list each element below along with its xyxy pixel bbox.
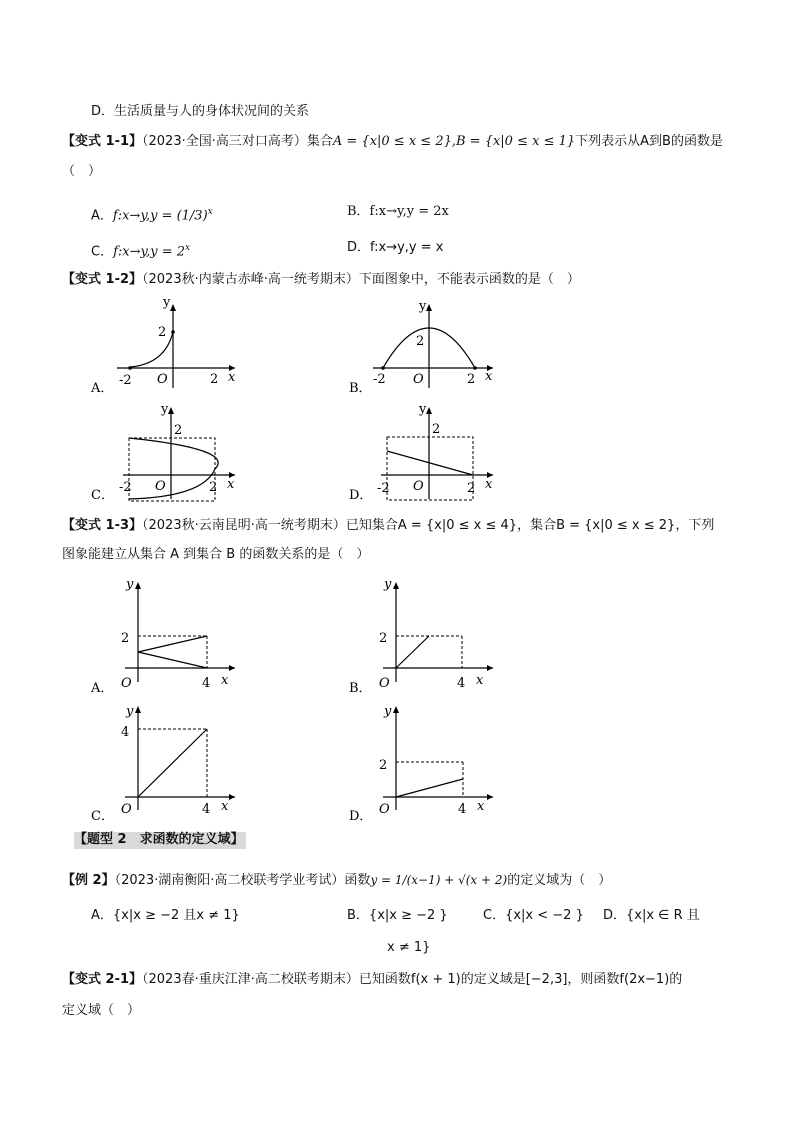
option-c: C．{x|x < −2 } [483,908,584,923]
question-1-3-line2: 图象能建立从集合 A 到集合 B 的函数关系的是（ ） [62,547,370,562]
tick-label: 2 [379,631,388,646]
dashed-box [387,437,476,500]
question-tag: 【变式 1-1】 [62,134,143,149]
question-text: 的定义域为（ ） [507,873,612,888]
x-axis-arrow-icon [229,794,235,800]
option-label: A． [91,208,113,224]
origin-label: O [121,802,132,817]
graph-1-2-a [85,295,255,398]
graph-option-label: B． [349,681,372,696]
section-heading: 【题型 2 求函数的定义域】 [74,832,244,847]
y-axis-arrow-icon [393,706,399,713]
x-label: x [476,673,484,688]
x-label: x [228,370,236,385]
graph-option-label: A． [91,381,114,396]
graph-1-2-d [343,401,513,501]
option-c [91,239,190,261]
curve-lower [129,469,218,499]
graph-option-label: C． [91,488,114,503]
tick-label: 4 [202,676,211,691]
option-formula: f:x→y,y = (1/3) [112,208,208,224]
option-exponent: x [185,243,191,253]
x-label: x [227,477,235,492]
point [473,366,477,370]
graph-option-label: C． [91,809,114,824]
option-d-cont: x ≠ 1} [387,940,431,955]
curve [130,332,173,367]
question-text: （2023秋·云南昆明·高一统考期末）已知集合A = {x|0 ≤ x ≤ 4}，集合B = {x|0 ≤ x ≤ 2}，下列 [142,518,715,533]
tick-label: 2 [158,325,167,340]
x-axis-arrow-icon [487,794,493,800]
line-segment [396,636,429,668]
graph-option-label: B． [349,381,372,396]
y-axis-arrow-icon [426,407,432,414]
question-text: 下列表示从A到B的函数是 [575,134,723,149]
y-axis-arrow-icon [135,706,141,713]
y-axis-arrow-icon [168,407,174,414]
tick-label: 2 [174,423,183,438]
y-axis-arrow-icon [393,582,399,589]
y-label: y [419,402,427,417]
origin-label: O [413,372,424,387]
graph-option-label: D． [349,488,373,503]
graph-1-3-d [343,700,513,828]
question-2-1 [62,971,682,989]
tick-label: 4 [202,802,211,817]
option-exponent: x [207,207,213,217]
tick-label: 2 [432,422,441,437]
y-axis-arrow-icon [135,582,141,589]
tick-label: 2 [416,334,425,349]
question-tag: 【变式 1-3】 [62,518,143,533]
question-1-2 [62,271,580,289]
tick-label: -2 [377,481,390,496]
function-formula: y = 1/(x−1) + √(x + 2) [370,873,508,887]
tick-label: 4 [121,725,130,740]
tick-label: 2 [467,481,476,496]
x-label: x [485,369,493,384]
option-formula: f:x→y,y = 2 [113,244,186,260]
question-1-1 [62,133,723,151]
y-axis-arrow-icon [170,304,176,311]
answer-paren: （ ） [62,164,102,179]
question-2-1-line2: 定义域（ ） [62,1003,141,1018]
tick-label: 2 [210,372,219,387]
option-a: A．{x|x ≥ −2 且x ≠ 1} [91,908,240,923]
question-source: （2023·湖南衡阳·高二校联考学业考试）函数 [114,873,371,888]
origin-label: O [379,802,390,817]
question-tag: 【变式 2-1】 [62,972,143,987]
tick-label: 4 [457,676,466,691]
y-axis-arrow-icon [426,304,432,311]
y-label: y [126,577,134,592]
graph-option-label: D． [349,809,373,824]
x-label: x [221,673,229,688]
tick-label: 4 [458,802,467,817]
dashed-box [129,438,218,501]
question-1-3 [62,517,714,535]
y-label: y [126,704,134,719]
origin-label: O [121,676,132,691]
tick-label: 2 [209,480,218,495]
line-segment [396,779,463,797]
graph-1-3-c [85,700,255,828]
point [128,366,132,370]
question-tag: 【变式 1-2】 [62,272,143,287]
option-d: D．f:x→y,y = x [347,240,444,255]
y-label: y [384,704,392,719]
point [171,330,175,334]
option-a [91,203,213,225]
question-text: （2023春·重庆江津·高二校联考期末）已知函数f(x + 1)的定义域是[−2,3]，则函数f(2x−1)的 [142,972,683,987]
graph-option-label: A． [91,681,114,696]
line-segment [138,652,207,668]
line-segment [138,636,207,652]
option-d-text: D．生活质量与人的身体状况间的关系 [91,104,310,119]
option-label: C． [91,244,114,260]
y-label: y [163,295,171,310]
tick-label: -2 [119,480,132,495]
tick-label: 2 [467,372,476,387]
option-d: D．{x|x ∈ R 且 [603,908,700,923]
graph-1-3-b [343,572,513,700]
question-tag: 【例 2】 [62,873,115,888]
x-label: x [221,799,229,814]
tick-label: -2 [119,373,132,388]
x-label: x [485,477,493,492]
x-axis-arrow-icon [487,665,493,671]
graph-1-2-c [85,401,255,501]
graph-1-3-a [85,572,255,700]
option-b: B．f:x→y,y = 2x [347,204,449,219]
option-b: B．{x|x ≥ −2 } [347,908,448,923]
origin-label: O [155,479,166,494]
point [381,366,385,370]
question-text: （2023秋·内蒙古赤峰·高一统考期末）下面图象中，不能表示函数的是（ ） [142,272,580,287]
line-segment [387,451,473,475]
line-segment [138,729,207,797]
example-2 [62,871,611,890]
x-axis-arrow-icon [229,665,235,671]
graph-1-2-b [343,298,513,398]
tick-label: 2 [379,758,388,773]
y-label: y [419,299,427,314]
curve-upper [129,438,218,469]
y-label: y [161,402,169,417]
question-source: （2023·全国·高三对口高考）集合 [142,134,333,149]
origin-label: O [157,372,168,387]
origin-label: O [413,479,424,494]
origin-label: O [379,676,390,691]
y-label: y [384,577,392,592]
tick-label: 2 [121,631,130,646]
x-label: x [477,799,485,814]
tick-label: -2 [373,372,386,387]
set-formula: A = {x|0 ≤ x ≤ 2},B = {x|0 ≤ x ≤ 1} [332,134,576,149]
